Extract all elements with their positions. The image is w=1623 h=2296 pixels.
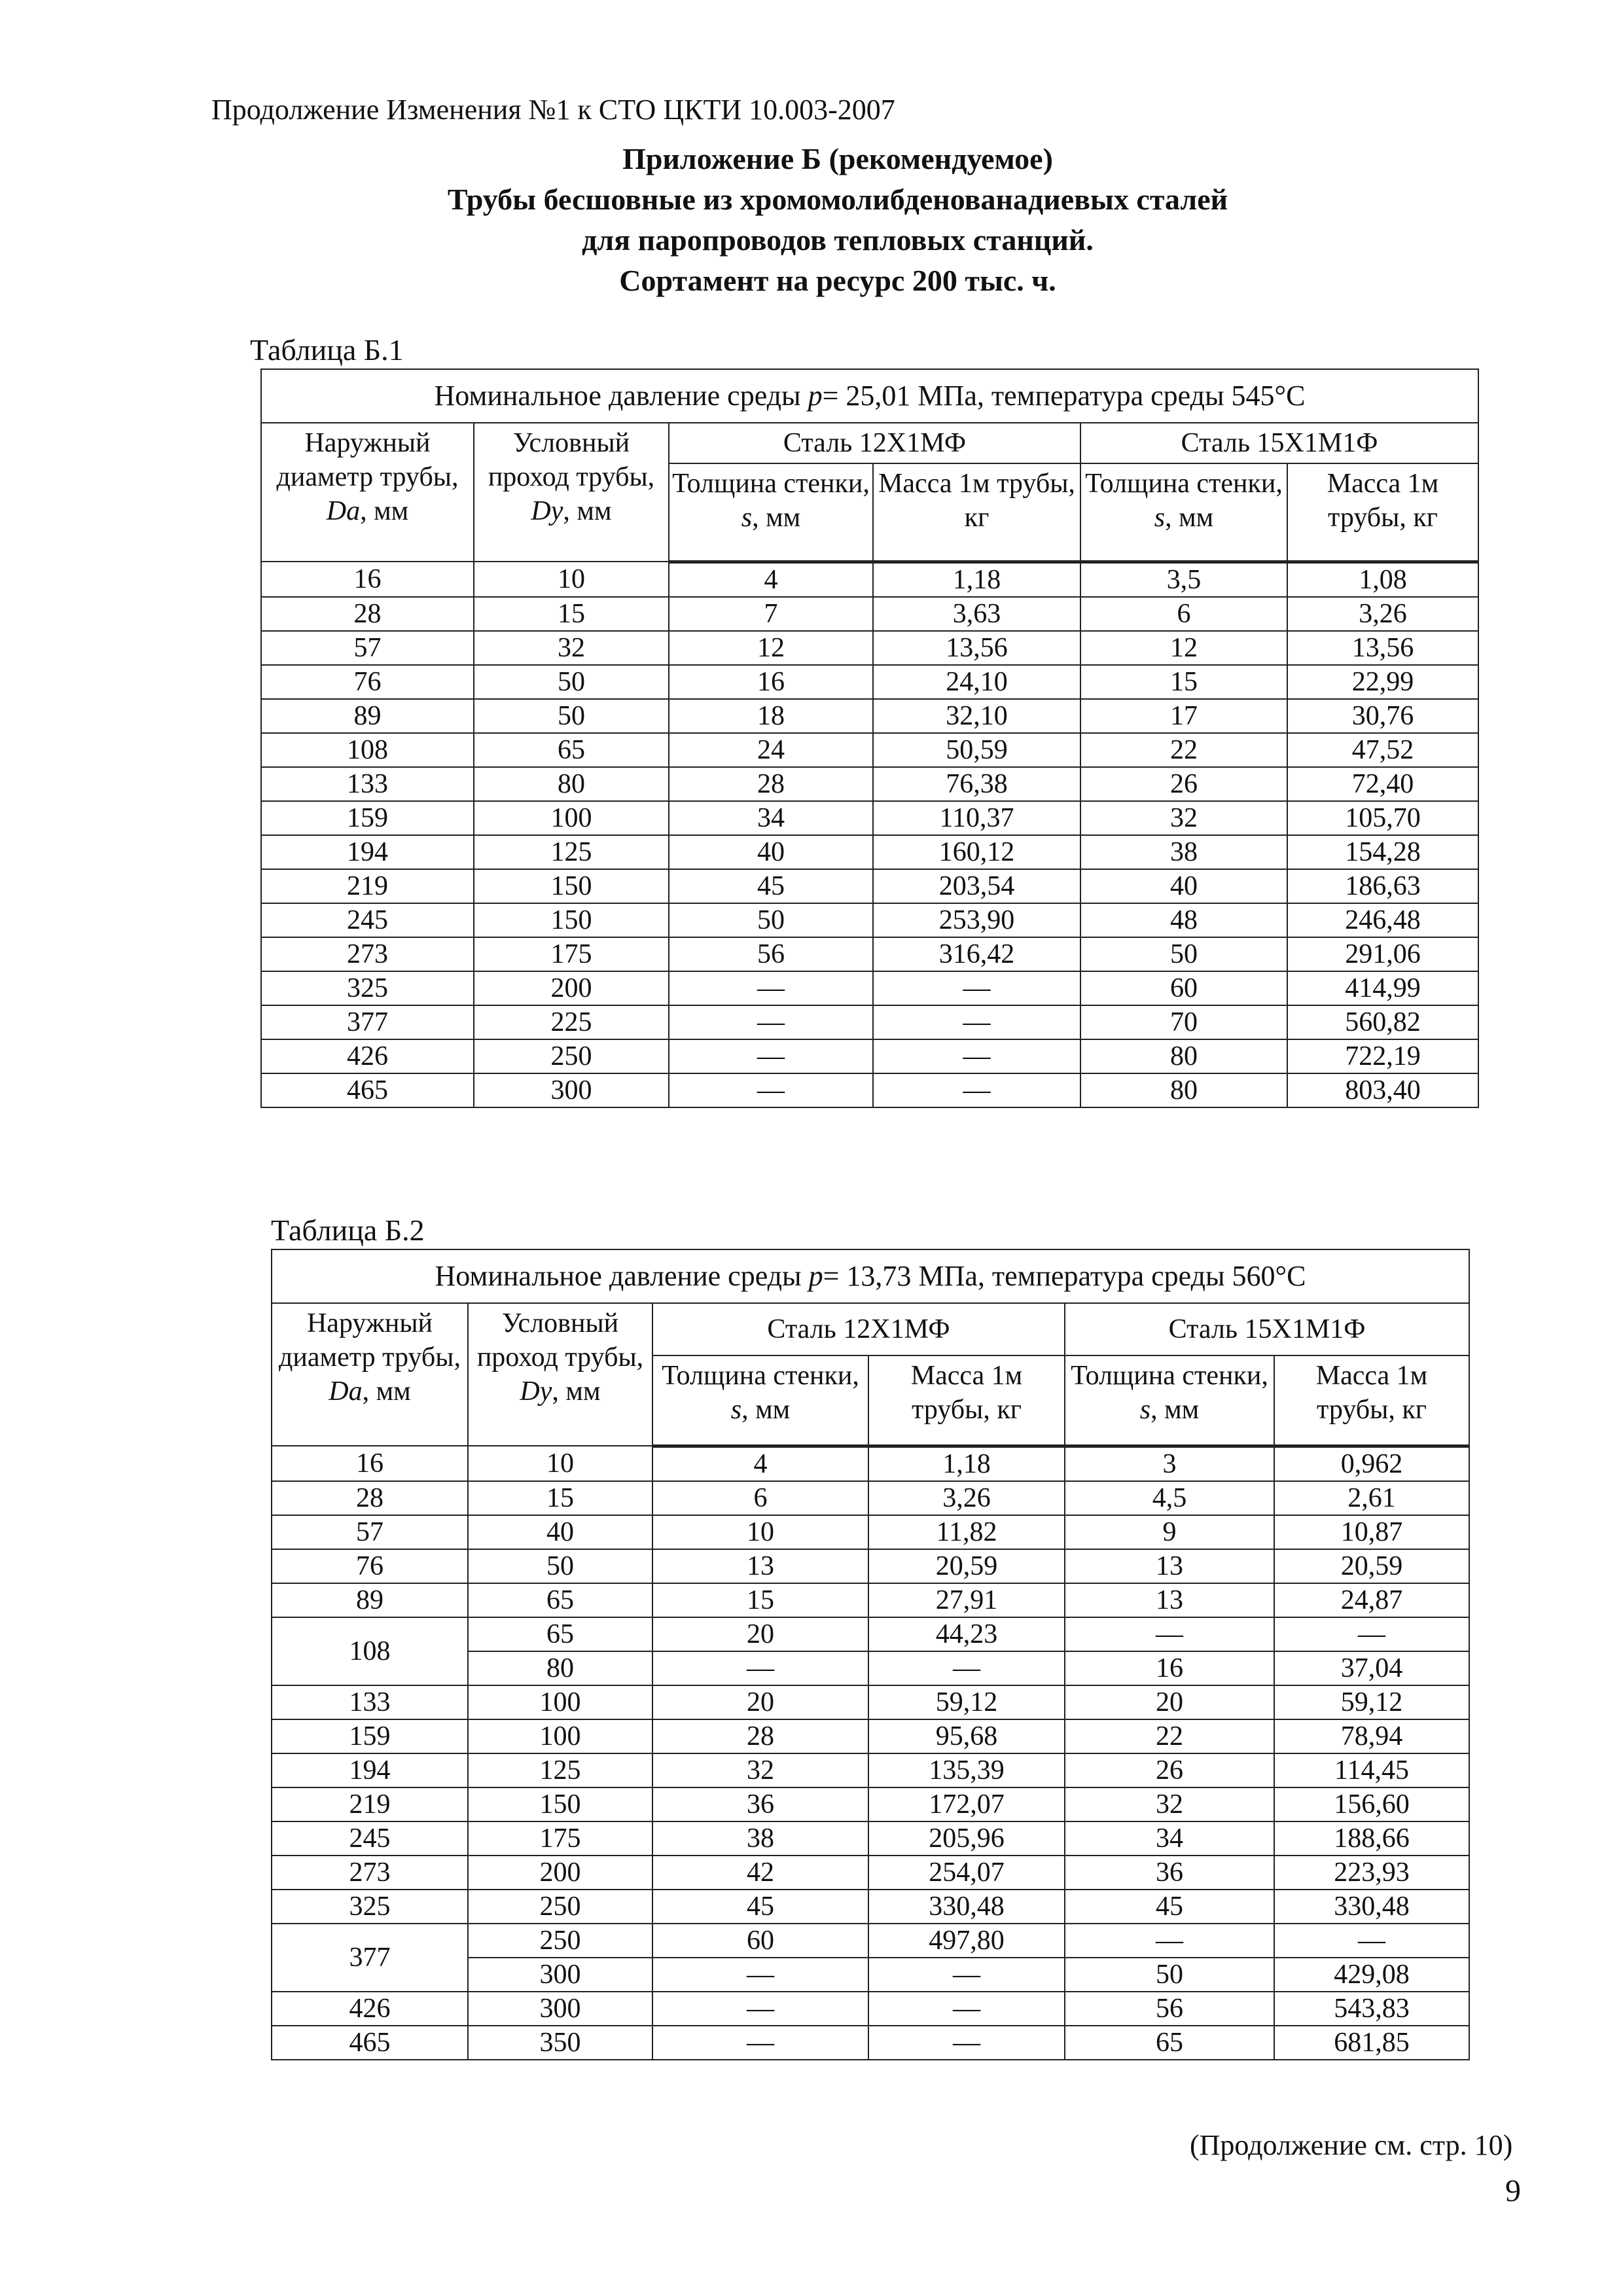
table-cell: 150 (474, 903, 669, 937)
table-cell: 50 (1065, 1958, 1274, 1992)
table-cell: 291,06 (1287, 937, 1478, 971)
table-cell: 27,91 (868, 1583, 1065, 1617)
table-cell: 57 (261, 631, 474, 665)
table-cell: 803,40 (1287, 1073, 1478, 1107)
table-cell: 65 (474, 733, 669, 767)
table-cell: 426 (272, 1992, 468, 2026)
table-cell: 28 (272, 1481, 468, 1515)
table-cell: — (669, 1073, 873, 1107)
table-row (261, 562, 1478, 597)
table-row (261, 971, 1478, 1005)
table-cell: 681,85 (1274, 2026, 1469, 2060)
table-row (261, 767, 1478, 801)
table-cell: 330,48 (868, 1890, 1065, 1924)
table-cell: 15 (1080, 665, 1287, 699)
table-b2 (271, 1249, 1470, 2060)
title-line-2: Трубы бесшовные из хромомолибденованадиевых сталей (447, 183, 1228, 216)
table-cell: 316,42 (873, 937, 1080, 971)
table-row (272, 1890, 1469, 1924)
table-cell: 110,37 (873, 801, 1080, 835)
table-cell: 60 (1080, 971, 1287, 1005)
table-cell: 32 (1080, 801, 1287, 835)
continuation-note: (Продолжение см. стр. 10) (1190, 2129, 1513, 2161)
table-cell: 377 (272, 1924, 468, 1992)
table-cell: 38 (652, 1821, 868, 1856)
steel-12x1mf-header: Сталь 12Х1МФ (669, 423, 1080, 463)
table-cell: 7 (669, 597, 873, 631)
table-cell: — (669, 1005, 873, 1039)
table-row (261, 1073, 1478, 1107)
table-cell: — (669, 1039, 873, 1073)
table-cell: 36 (1065, 1856, 1274, 1890)
table-cell: 159 (272, 1719, 468, 1753)
table-cell: 13 (652, 1549, 868, 1583)
table-row (272, 1617, 1469, 1651)
table-cell: 60 (652, 1924, 868, 1958)
table-cell: 426 (261, 1039, 474, 1073)
table-cell: 465 (261, 1073, 474, 1107)
title-line-3: для паропроводов тепловых станций. (582, 223, 1094, 257)
table-row (272, 1719, 1469, 1753)
table-cell: 59,12 (1274, 1685, 1469, 1719)
table-cell: 105,70 (1287, 801, 1478, 835)
col-nominal-bore: Условный проход трубы, Dy, мм (468, 1303, 652, 1446)
table-cell: 250 (474, 1039, 669, 1073)
col-mass-per-meter: Масса 1м трубы, кг (868, 1355, 1065, 1446)
table-cell: — (868, 1958, 1065, 1992)
table-cell: 56 (1065, 1992, 1274, 2026)
table-cell: 34 (669, 801, 873, 835)
col-mass-per-meter: Масса 1м трубы, кг (1274, 1355, 1469, 1446)
table-cell: 80 (1080, 1039, 1287, 1073)
table-cell: 133 (272, 1685, 468, 1719)
table-cell: 223,93 (1274, 1856, 1469, 1890)
table-cell: 50,59 (873, 733, 1080, 767)
table-cell: 253,90 (873, 903, 1080, 937)
table-cell: 13 (1065, 1549, 1274, 1583)
table-cell: — (1065, 1924, 1274, 1958)
table-cell: 273 (261, 937, 474, 971)
table-cell: 108 (261, 733, 474, 767)
col-mass-per-meter: Масса 1м трубы, кг (1287, 463, 1478, 562)
table-cell: 80 (1080, 1073, 1287, 1107)
table-cell: — (652, 1651, 868, 1685)
table-cell: 2,61 (1274, 1481, 1469, 1515)
table-cell: 3 (1065, 1446, 1274, 1481)
table-row (272, 1856, 1469, 1890)
table-cell: 15 (468, 1481, 652, 1515)
table-cell: 20,59 (868, 1549, 1065, 1583)
table-cell: 12 (669, 631, 873, 665)
table-cell: 20 (652, 1685, 868, 1719)
table-cell: 350 (468, 2026, 652, 2060)
table-cell: 414,99 (1287, 971, 1478, 1005)
table-cell: 16 (261, 562, 474, 597)
table-cell: 65 (468, 1583, 652, 1617)
col-mass-per-meter: Масса 1м трубы, кг (873, 463, 1080, 562)
table-cell: 80 (468, 1651, 652, 1685)
table-cell: — (873, 1039, 1080, 1073)
table-row (272, 1446, 1469, 1481)
table-cell: 15 (474, 597, 669, 631)
table-row (261, 869, 1478, 903)
table-row (272, 1787, 1469, 1821)
table-cell: 18 (669, 699, 873, 733)
table-row (272, 1924, 1469, 1958)
table-row (261, 903, 1478, 937)
table-cell: 250 (468, 1890, 652, 1924)
table-cell: 108 (272, 1617, 468, 1685)
table-cell: 300 (468, 1958, 652, 1992)
table-cell: 37,04 (1274, 1651, 1469, 1685)
table-cell: 32 (652, 1753, 868, 1787)
table-cell: 194 (272, 1753, 468, 1787)
table-cell: 1,18 (873, 562, 1080, 597)
table-cell: 330,48 (1274, 1890, 1469, 1924)
table-row (261, 937, 1478, 971)
table-cell: 300 (474, 1073, 669, 1107)
table-cell: — (868, 1992, 1065, 2026)
table-cell: 50 (669, 903, 873, 937)
table-row (261, 733, 1478, 767)
table-row (261, 597, 1478, 631)
table-cell: 3,26 (1287, 597, 1478, 631)
table-cell: 22,99 (1287, 665, 1478, 699)
table-cell: 325 (261, 971, 474, 1005)
table-cell: 40 (1080, 869, 1287, 903)
table-cell: 135,39 (868, 1753, 1065, 1787)
steel-15x1m1f-header: Сталь 15Х1М1Ф (1065, 1303, 1469, 1355)
table-cell: 65 (1065, 2026, 1274, 2060)
table-cell: 13,56 (1287, 631, 1478, 665)
table-cell: 194 (261, 835, 474, 869)
table-cell: 36 (652, 1787, 868, 1821)
table-cell: 16 (272, 1446, 468, 1481)
table-cell: 273 (272, 1856, 468, 1890)
table-cell: 6 (652, 1481, 868, 1515)
col-wall-thickness: Толщина стенки, s, мм (652, 1355, 868, 1446)
table-cell: 497,80 (868, 1924, 1065, 1958)
table-cell: 24,10 (873, 665, 1080, 699)
table-cell: — (652, 2026, 868, 2060)
table-cell: 76 (261, 665, 474, 699)
table-row (272, 1992, 1469, 2026)
table-row (272, 1481, 1469, 1515)
title-line-1: Приложение Б (рекомендуемое) (622, 142, 1053, 175)
table-cell: 150 (474, 869, 669, 903)
table-cell: 1,18 (868, 1446, 1065, 1481)
table-row (261, 1005, 1478, 1039)
table-cell: 70 (1080, 1005, 1287, 1039)
table-cell: 114,45 (1274, 1753, 1469, 1787)
table-cell: 15 (652, 1583, 868, 1617)
table-cell: 26 (1065, 1753, 1274, 1787)
title-line-4: Сортамент на ресурс 200 тыс. ч. (619, 264, 1056, 297)
table-row (272, 1583, 1469, 1617)
table-cell: 10 (652, 1515, 868, 1549)
table-cell: 9 (1065, 1515, 1274, 1549)
table-cell: 56 (669, 937, 873, 971)
table-cell: 80 (474, 767, 669, 801)
table-cell: 4 (652, 1446, 868, 1481)
table-cell: 3,26 (868, 1481, 1065, 1515)
table-cell: 50 (1080, 937, 1287, 971)
table-row (261, 665, 1478, 699)
table-cell: 250 (468, 1924, 652, 1958)
table-cell: 22 (1065, 1719, 1274, 1753)
table-cell: 3,5 (1080, 562, 1287, 597)
table-cell: 16 (669, 665, 873, 699)
table-cell: 59,12 (868, 1685, 1065, 1719)
table-cell: — (873, 1005, 1080, 1039)
table-row (272, 1821, 1469, 1856)
table-cell: 100 (474, 801, 669, 835)
table-cell: 78,94 (1274, 1719, 1469, 1753)
table-cell: 48 (1080, 903, 1287, 937)
table-cell: 100 (468, 1719, 652, 1753)
table-cell: 12 (1080, 631, 1287, 665)
table-cell: 10,87 (1274, 1515, 1469, 1549)
table-cell: 325 (272, 1890, 468, 1924)
table-cell: 225 (474, 1005, 669, 1039)
table-cell: 6 (1080, 597, 1287, 631)
table-cell: — (868, 2026, 1065, 2060)
table-cell: — (1065, 1617, 1274, 1651)
table-cell: 200 (468, 1856, 652, 1890)
table-cell: 543,83 (1274, 1992, 1469, 2026)
table-cell: 160,12 (873, 835, 1080, 869)
appendix-title (0, 139, 1623, 301)
table-cell: 245 (272, 1821, 468, 1856)
table-row (261, 699, 1478, 733)
table-row (261, 801, 1478, 835)
table-cell: 0,962 (1274, 1446, 1469, 1481)
table-row (272, 1549, 1469, 1583)
table-cell: 10 (468, 1446, 652, 1481)
col-outer-diameter: Наружный диаметр трубы, Da, мм (272, 1303, 468, 1446)
table-cell: 47,52 (1287, 733, 1478, 767)
table-b1 (260, 368, 1479, 1108)
table-cell: 465 (272, 2026, 468, 2060)
table2-conditions: Номинальное давление среды p= 13,73 МПа, температура среды 560°С (272, 1249, 1469, 1303)
table-cell: 125 (468, 1753, 652, 1787)
table-cell: 24 (669, 733, 873, 767)
table-cell: 50 (468, 1549, 652, 1583)
table-cell: 175 (474, 937, 669, 971)
col-nominal-bore: Условный проход трубы, Dy, мм (474, 423, 669, 562)
table-cell: 95,68 (868, 1719, 1065, 1753)
table-cell: 76 (272, 1549, 468, 1583)
col-wall-thickness: Толщина стенки, s, мм (1065, 1355, 1274, 1446)
table-cell: 13 (1065, 1583, 1274, 1617)
table-cell: 245 (261, 903, 474, 937)
table-cell: — (1274, 1924, 1469, 1958)
table-cell: 150 (468, 1787, 652, 1821)
table-cell: 300 (468, 1992, 652, 2026)
table-cell: 40 (669, 835, 873, 869)
table-cell: 13,56 (873, 631, 1080, 665)
table-cell: 22 (1080, 733, 1287, 767)
table-cell: — (669, 971, 873, 1005)
col-wall-thickness: Толщина стенки, s, мм (669, 463, 873, 562)
table-cell: 186,63 (1287, 869, 1478, 903)
table-cell: 219 (272, 1787, 468, 1821)
table2-caption: Таблица Б.2 (271, 1213, 425, 1247)
table-row (272, 2026, 1469, 2060)
table-cell: 246,48 (1287, 903, 1478, 937)
table-cell: 20 (652, 1617, 868, 1651)
table-cell: 10 (474, 562, 669, 597)
table-cell: 219 (261, 869, 474, 903)
table-cell: — (1274, 1617, 1469, 1651)
table-cell: — (873, 971, 1080, 1005)
table-cell: 76,38 (873, 767, 1080, 801)
table-cell: 45 (1065, 1890, 1274, 1924)
table-cell: 205,96 (868, 1821, 1065, 1856)
table-cell: 175 (468, 1821, 652, 1856)
table-cell: 4 (669, 562, 873, 597)
table-cell: 20 (1065, 1685, 1274, 1719)
table-cell: 125 (474, 835, 669, 869)
table-cell: 172,07 (868, 1787, 1065, 1821)
table-row (261, 1039, 1478, 1073)
table-row (261, 835, 1478, 869)
table-cell: 722,19 (1287, 1039, 1478, 1073)
table-cell: 28 (261, 597, 474, 631)
table-cell: 26 (1080, 767, 1287, 801)
table-cell: 203,54 (873, 869, 1080, 903)
table-cell: 32 (474, 631, 669, 665)
steel-12x1mf-header: Сталь 12Х1МФ (652, 1303, 1065, 1355)
table-cell: 38 (1080, 835, 1287, 869)
table-cell: 156,60 (1274, 1787, 1469, 1821)
table1-conditions: Номинальное давление среды p= 25,01 МПа, температура среды 545°С (261, 369, 1478, 423)
table-cell: 50 (474, 665, 669, 699)
table-cell: 20,59 (1274, 1549, 1469, 1583)
table-cell: 133 (261, 767, 474, 801)
table-row (272, 1685, 1469, 1719)
table-cell: 65 (468, 1617, 652, 1651)
table-cell: 254,07 (868, 1856, 1065, 1890)
table-cell: 3,63 (873, 597, 1080, 631)
table-cell: 89 (272, 1583, 468, 1617)
table-cell: — (652, 1958, 868, 1992)
document-header: Продолжение Изменения №1 к СТО ЦКТИ 10.003-2007 (211, 94, 895, 126)
table-cell: 44,23 (868, 1617, 1065, 1651)
table-cell: 4,5 (1065, 1481, 1274, 1515)
table-cell: 17 (1080, 699, 1287, 733)
table-cell: 32,10 (873, 699, 1080, 733)
table-cell: 159 (261, 801, 474, 835)
table-cell: 377 (261, 1005, 474, 1039)
table-row (272, 1515, 1469, 1549)
table-cell: 42 (652, 1856, 868, 1890)
table-cell: 45 (652, 1890, 868, 1924)
table-cell: 100 (468, 1685, 652, 1719)
table-cell: 34 (1065, 1821, 1274, 1856)
table-cell: 57 (272, 1515, 468, 1549)
table-cell: 188,66 (1274, 1821, 1469, 1856)
table-cell: 24,87 (1274, 1583, 1469, 1617)
table-cell: 154,28 (1287, 835, 1478, 869)
table-row (272, 1753, 1469, 1787)
table-cell: 28 (669, 767, 873, 801)
page-number: 9 (1505, 2174, 1521, 2208)
steel-15x1m1f-header: Сталь 15Х1М1Ф (1080, 423, 1478, 463)
table-cell: 89 (261, 699, 474, 733)
table-cell: 11,82 (868, 1515, 1065, 1549)
table-cell: — (652, 1992, 868, 2026)
table-cell: 50 (474, 699, 669, 733)
table-cell: — (873, 1073, 1080, 1107)
table-cell: 429,08 (1274, 1958, 1469, 1992)
table-cell: — (868, 1651, 1065, 1685)
table-cell: 72,40 (1287, 767, 1478, 801)
table-cell: 32 (1065, 1787, 1274, 1821)
table-cell: 16 (1065, 1651, 1274, 1685)
col-wall-thickness: Толщина стенки, s, мм (1080, 463, 1287, 562)
table-cell: 45 (669, 869, 873, 903)
table-cell: 28 (652, 1719, 868, 1753)
table-cell: 560,82 (1287, 1005, 1478, 1039)
table-cell: 200 (474, 971, 669, 1005)
col-outer-diameter: Наружный диаметр трубы, Da, мм (261, 423, 474, 562)
table-cell: 30,76 (1287, 699, 1478, 733)
table-cell: 40 (468, 1515, 652, 1549)
table-cell: 1,08 (1287, 562, 1478, 597)
table1-caption: Таблица Б.1 (250, 333, 404, 367)
table-row (261, 631, 1478, 665)
